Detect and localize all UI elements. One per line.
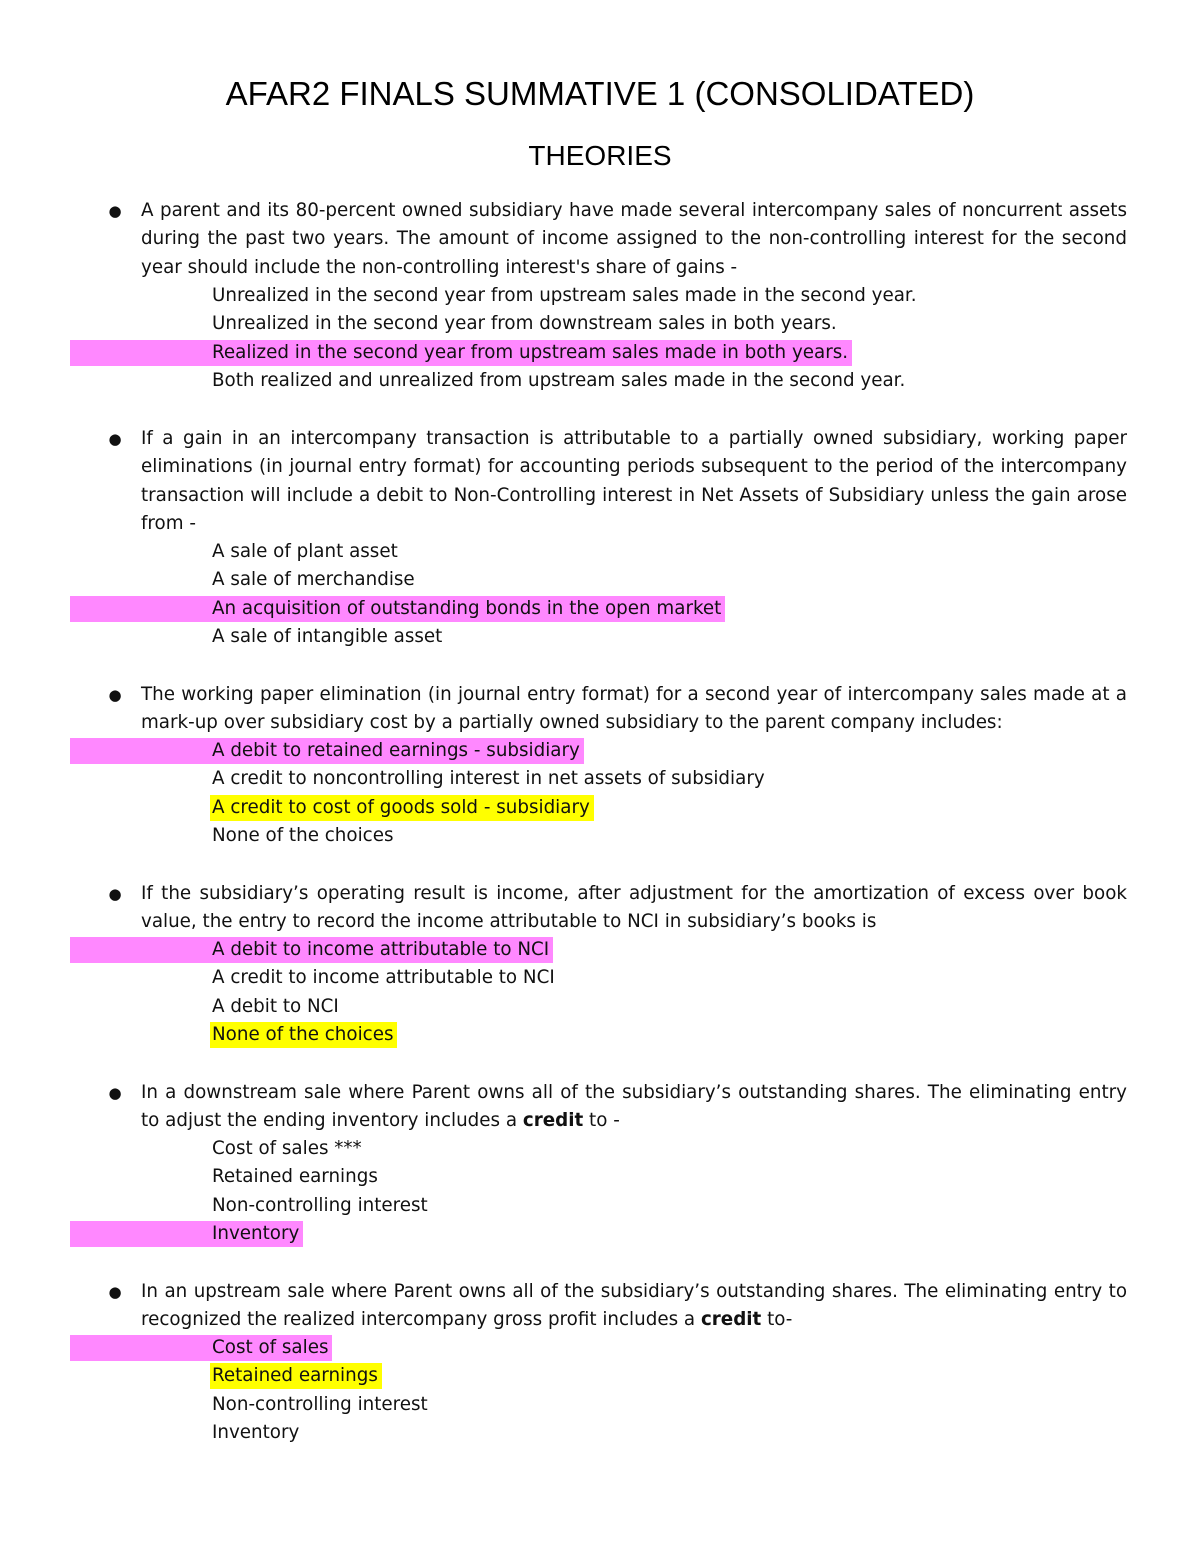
answer-choice-text: Both realized and unrealized from upstream sales made in the second year.	[212, 370, 906, 391]
stem-bold-text: credit	[700, 1309, 762, 1331]
answer-choice-text: An acquisition of outstanding bonds in the open market	[212, 598, 722, 619]
answer-choice-text: A debit to income attributable to NCI	[212, 939, 550, 960]
answer-choice-text: Non-controlling interest	[212, 1394, 428, 1415]
question-stem: The working paper elimination (in journal entry format) for a second year of intercompany sales made at a mark-up over subsidiary cost by a partially owned subsidiary to the parent company includes:	[141, 684, 1127, 734]
answer-choice-text: Inventory	[212, 1223, 300, 1244]
stem-text: In an upstream sale where Parent owns all of the subsidiary’s outstanding shares. The eliminating entry to recognized the realized intercompany gross profit includes a	[141, 1281, 1127, 1331]
question-stem	[141, 1278, 1127, 1335]
question-stem: A parent and its 80-percent owned subsidiary have made several intercompany sales of noncurrent assets during the past two years. The amount of income assigned to the non-controlling interest for the second year should include the non-controlling interest's share of gains -	[141, 200, 1127, 278]
answer-choice-text: Cost of sales	[212, 1337, 329, 1358]
bullet-icon: ●	[108, 1283, 122, 1301]
bullet-icon: ●	[108, 202, 122, 220]
answer-choice-text: A sale of merchandise	[212, 569, 415, 590]
answer-choice-text: None of the choices	[212, 825, 394, 846]
stem-text: to-	[761, 1309, 793, 1331]
answer-choice-text: A credit to noncontrolling interest in net assets of subsidiary	[212, 768, 765, 789]
answer-choice-text: A debit to retained earnings - subsidiary	[212, 740, 580, 761]
bullet-icon: ●	[108, 1084, 122, 1102]
answer-choice-text: Cost of sales ***	[212, 1138, 362, 1159]
bullet-icon: ●	[108, 686, 122, 704]
answer-choice-text: None of the choices	[212, 1024, 394, 1045]
answer-choice-text: Retained earnings	[212, 1365, 378, 1386]
stem-bold-text: credit	[522, 1110, 584, 1132]
answer-choice-text: A sale of plant asset	[212, 541, 398, 562]
answer-choice-text: A credit to cost of goods sold - subsidiary	[212, 797, 590, 818]
answer-choice-text: Unrealized in the second year from upstream sales made in the second year.	[212, 285, 917, 306]
stem-text: to -	[583, 1110, 620, 1132]
answer-choice-text: A debit to NCI	[212, 996, 339, 1017]
answer-choice-text: Unrealized in the second year from downstream sales in both years.	[212, 313, 837, 334]
answer-choice-text: Inventory	[212, 1422, 300, 1443]
answer-choice-text: A sale of intangible asset	[212, 626, 443, 647]
answer-choice-text: Retained earnings	[212, 1166, 378, 1187]
bullet-icon: ●	[108, 430, 122, 448]
question-stem	[141, 1079, 1127, 1136]
answer-choice-text: A credit to income attributable to NCI	[212, 967, 555, 988]
answer-choice-text: Non-controlling interest	[212, 1195, 428, 1216]
stem-text: In a downstream sale where Parent owns all of the subsidiary’s outstanding shares. The eliminating entry to adjust the ending inventory includes a	[141, 1082, 1127, 1132]
document-title: AFAR2 FINALS SUMMATIVE 1 (CONSOLIDATED)	[225, 75, 975, 112]
section-heading: THEORIES	[528, 140, 672, 171]
question-stem: If the subsidiary’s operating result is income, after adjustment for the amortization of excess over book value, the entry to record the income attributable to NCI in subsidiary’s books is	[141, 883, 1127, 933]
bullet-icon: ●	[108, 885, 122, 903]
question-stem: If a gain in an intercompany transaction is attributable to a partially owned subsidiary, working paper eliminations (in journal entry format) for accounting periods subsequent to the period of the intercompany transaction will include a debit to Non-Controlling interest in Net Assets of Subsidiary unless the gain arose from -	[141, 428, 1127, 535]
answer-choice-text: Realized in the second year from upstream sales made in both years.	[212, 342, 849, 363]
